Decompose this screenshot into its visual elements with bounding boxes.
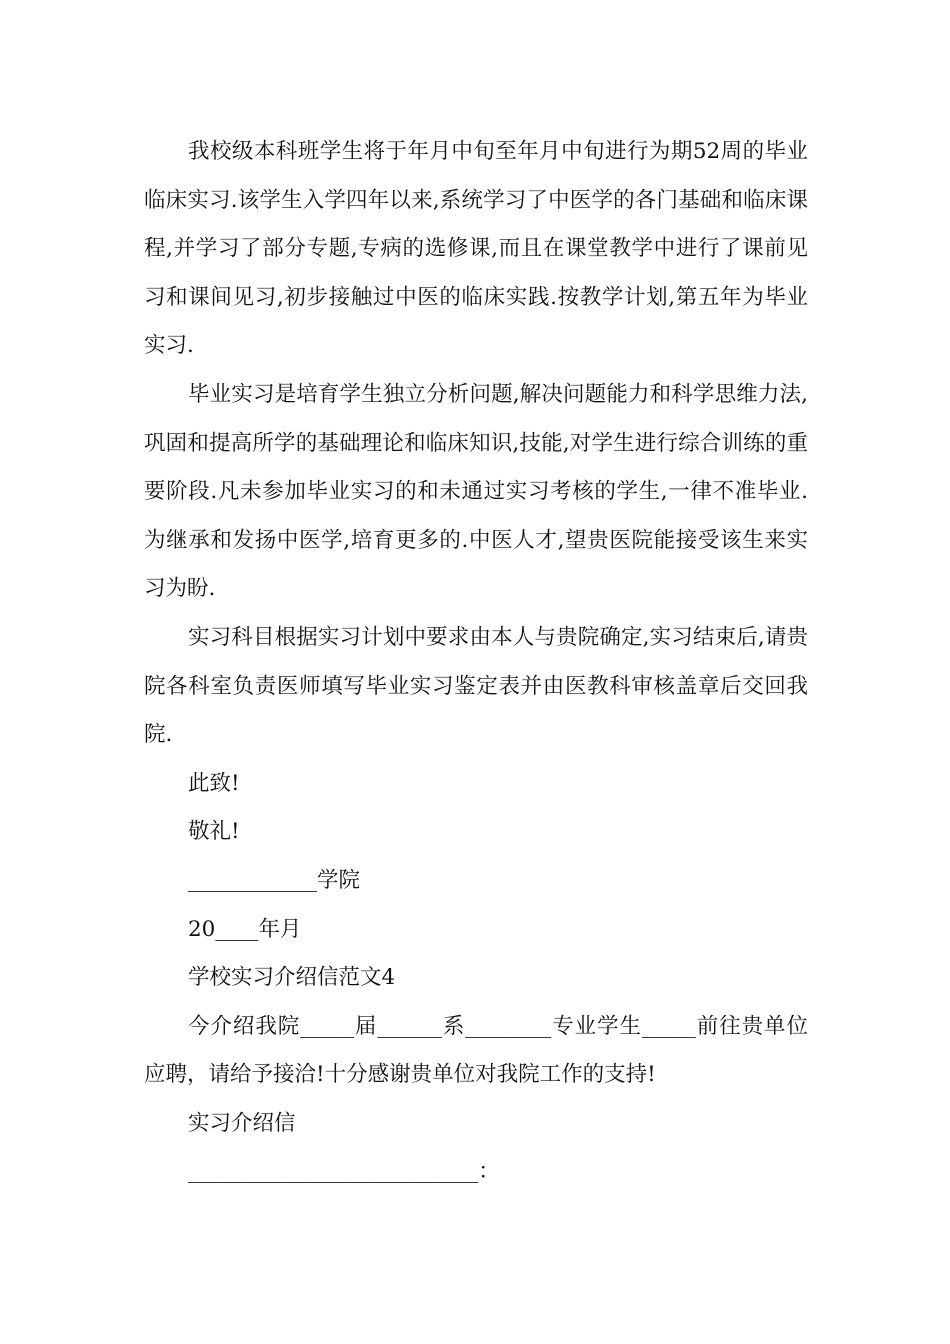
paragraph-3: 实习科目根据实习计划中要求由本人与贵院确定,实习结束后,请贵院各科室负责医师填写毕业实习鉴定表并由医教科审核盖章后交回我院. [144, 624, 808, 748]
paragraph-2: 毕业实习是培育学生独立分析问题,解决问题能力和科学思维力法,巩固和提高所学的基础理论和临床知识,技能,对学生进行综合训练的重要阶段.凡未参加毕业实习的和未通过实习考核的学生,一律不准毕业.为继承和发扬中医学,培育更多的.中医人才,望贵医院能接受该生来实习为盼. [144, 381, 808, 602]
closing-respect: 此致! [188, 770, 240, 796]
addressee-line: ___________________________： [188, 1159, 500, 1185]
section-title: 学校实习介绍信范文4 [188, 965, 396, 991]
document-page [144, 128, 808, 1197]
closing-salute: 敬礼! [188, 819, 240, 845]
college-signature-line: ____________学院 [188, 867, 361, 893]
intro-paragraph: 今介绍我院_____届______系________专业学生_____前往贵单位应聘，请给予接洽!十分感谢贵单位对我院工作的支持! [144, 1013, 808, 1088]
date-line: 20____年月 [188, 916, 302, 942]
paragraph-1: 我校级本科班学生将于年月中旬至年月中旬进行为期52周的毕业临床实习.该学生入学四年以来,系统学习了中医学的各门基础和临床课程,并学习了部分专题,专病的选修课,而且在课堂教学中进行了课前见习和课间见习,初步接触过中医的临床实践.按教学计划,第五年为毕业实习. [144, 139, 808, 359]
letter-title: 实习介绍信 [188, 1110, 296, 1136]
